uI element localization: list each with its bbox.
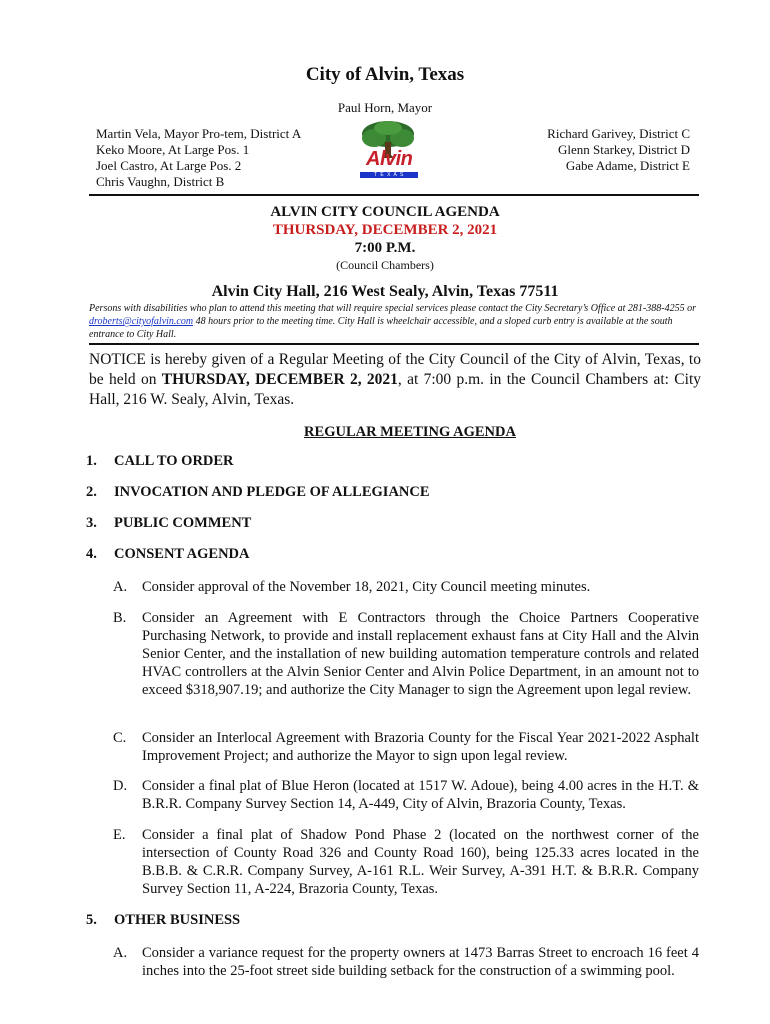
council-list-left (96, 126, 301, 190)
city-logo (352, 118, 424, 182)
item-label: INVOCATION AND PLEDGE OF ALLEGIANCE (114, 484, 430, 500)
council-member: Glenn Starkey, District D (557, 142, 690, 157)
sub-item-text: Consider an Agreement with E Contractors through the Choice Partners Cooperative Purchasing Network, to provide and install replacement exhaust fans at City Hall and the Alvin Senior Center, and the installation of new building automation temperature controls and related HVAC controllers at the Alvin Senior Center and Alvin Police Department, in an amount not to exceed $318,907.19; and authorize the City Manager to sign the Agreement upon legal review. (142, 610, 699, 698)
meeting-notice (89, 350, 701, 410)
consent-item (113, 826, 699, 898)
agenda-item (86, 546, 250, 563)
sub-item-text: Consider a final plat of Shadow Pond Phase 2 (located on the northwest corner of the intersection of County Road 326 and County Road 160), being 125.33 acres located in the B.B.B. & C.R.R. Company Survey, A-161 R.L. Weir Survey, A-391 H.T. & B.R.R. Company Survey Section 11, A-224, Brazoria County, Texas. (142, 827, 699, 897)
sub-item-text: Consider an Interlocal Agreement with Brazoria County for the Fiscal Year 2021-2022 Asphalt Improvement Project; and authorize the Mayor to sign upon legal review. (142, 730, 699, 764)
agenda-item (86, 484, 430, 501)
agenda-title: ALVIN CITY COUNCIL AGENDA (270, 204, 500, 220)
secretary-email-link[interactable]: droberts@cityofalvin.com (89, 316, 194, 327)
item-label: CALL TO ORDER (114, 453, 234, 469)
venue-address: Alvin City Hall, 216 West Sealy, Alvin, Texas 77511 (211, 283, 559, 300)
sub-item-letter: E. (113, 827, 126, 843)
agenda-item (86, 912, 240, 929)
agenda-date: THURSDAY, DECEMBER 2, 2021 (272, 222, 498, 238)
agenda-time: 7:00 P.M. (354, 240, 416, 256)
sub-item-letter: A. (113, 945, 128, 961)
item-number: 1. (86, 453, 97, 469)
city-title: City of Alvin, Texas (305, 64, 465, 85)
notice-text: , at 7:00 p.m. in the Council Chambers at: City Hall, 216 W. Sealy, Alvin, Texas. (89, 371, 701, 408)
other-business-item (113, 944, 699, 980)
agenda-room: (Council Chambers) (336, 258, 434, 272)
sub-item-text: Consider a variance request for the property owners at 1473 Barras Street to encroach 16 feet 4 inches into the 25-foot street side building setback for the construction of a swimming pool. (142, 945, 699, 979)
ada-text: Persons with disabilities who plan to attend this meeting that will require special services please contact the City Secretary’s Office at 281-388-4255 or (89, 303, 696, 314)
sub-item-letter: C. (113, 730, 127, 746)
council-member: Richard Garivey, District C (547, 126, 690, 141)
item-number: 3. (86, 515, 97, 531)
item-number: 2. (86, 484, 97, 500)
notice-divider (89, 343, 699, 345)
sub-item-text: Consider approval of the November 18, 2021, City Council meeting minutes. (142, 579, 591, 595)
logo-wordmark: Alvin (366, 148, 413, 170)
mayor-name: Paul Horn, Mayor (337, 100, 433, 115)
logo-subtext: T E X A S (374, 172, 405, 178)
item-label: PUBLIC COMMENT (114, 515, 252, 531)
sub-item-letter: B. (113, 610, 127, 626)
accessibility-notice (89, 302, 701, 341)
agenda-item (86, 515, 251, 532)
sub-item-text: Consider a final plat of Blue Heron (located at 1517 W. Adoue), being 4.00 acres in the H.T. & B.R.R. Company Survey Section 14, A-449, City of Alvin, Brazoria County, Texas. (142, 778, 699, 812)
consent-item (113, 777, 699, 813)
council-member: Gabe Adame, District E (565, 158, 690, 173)
item-number: 4. (86, 546, 97, 562)
council-member: Chris Vaughn, District B (96, 174, 225, 189)
consent-item (113, 578, 699, 596)
notice-date: THURSDAY, DECEMBER 2, 2021 (161, 371, 398, 388)
item-label: OTHER BUSINESS (114, 912, 241, 928)
consent-item (113, 729, 699, 765)
council-list-right (547, 126, 690, 174)
ada-text: 48 hours prior to the meeting time. City Hall is wheelchair accessible, and a sloped curb entry is available at the south entrance to City Hall. (89, 316, 673, 340)
header-divider (89, 194, 699, 196)
notice-text: NOTICE is hereby given of a Regular Meeting of the City Council of the City of Alvin, Texas, to be held on (89, 351, 701, 388)
council-member: Joel Castro, At Large Pos. 2 (96, 158, 242, 173)
consent-item (113, 609, 699, 699)
sub-item-letter: A. (113, 579, 128, 595)
council-member: Keko Moore, At Large Pos. 1 (96, 142, 250, 157)
agenda-item (86, 453, 234, 470)
sub-item-letter: D. (113, 778, 128, 794)
regular-agenda-heading: REGULAR MEETING AGENDA (304, 424, 516, 440)
item-number: 5. (86, 912, 97, 928)
item-label: CONSENT AGENDA (114, 546, 250, 562)
council-member: Martin Vela, Mayor Pro-tem, District A (96, 126, 302, 141)
